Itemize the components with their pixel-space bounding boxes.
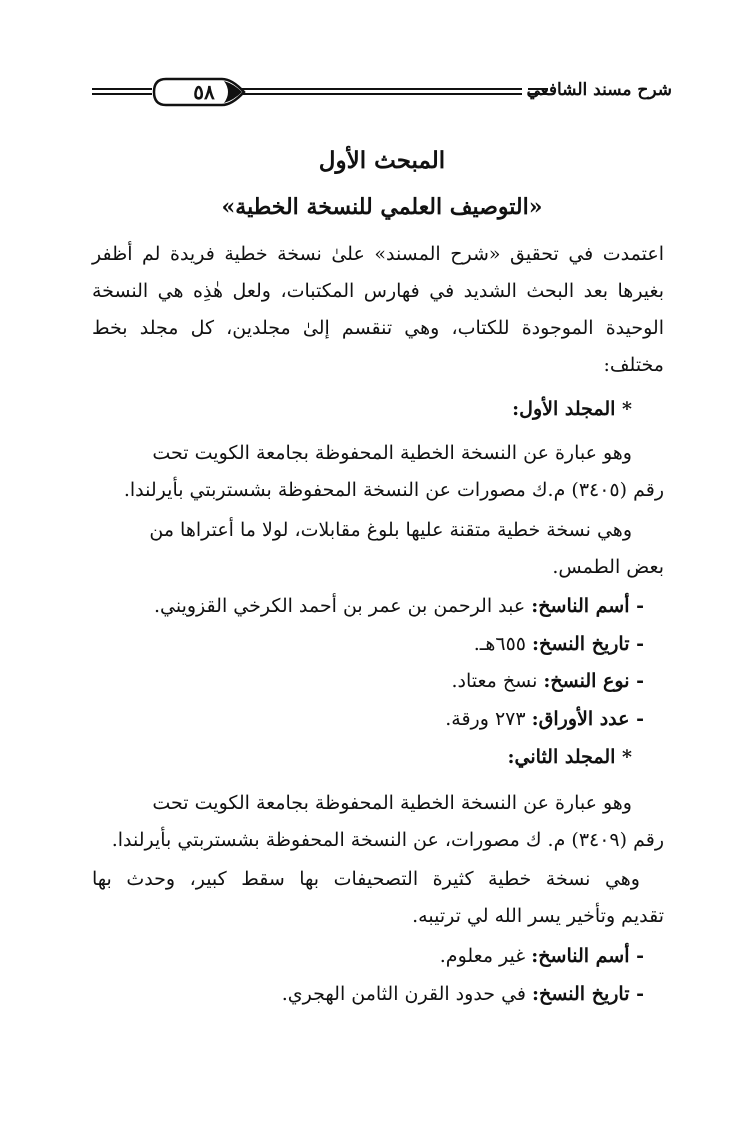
text-line: وهو عبارة عن النسخة الخطية المحفوظة بجامعة الكويت تحت xyxy=(152,442,632,464)
text-line: وهي نسخة خطية كثيرة التصحيفات بها سقط كبير، وحدث بها xyxy=(92,868,640,890)
text-line: رقم (٣٤٠٥) م.ك مصورات عن النسخة المحفوظة بشستربتي بأيرلندا. xyxy=(123,479,664,501)
text-line: الوحيدة الموجودة للكتاب، وهي تنقسم إلىٰ مجلدين، كل مجلد بخط xyxy=(92,317,664,339)
book-title: شرح مسند الشافعي xyxy=(526,80,672,100)
text-line: مختلف: xyxy=(603,354,664,376)
detail-value: غير معلوم. xyxy=(439,945,532,967)
header-double-rule-ornament xyxy=(528,88,548,95)
detail-folio-count xyxy=(445,706,644,732)
header-double-rule xyxy=(234,88,522,95)
detail-copyist xyxy=(154,593,644,619)
detail-copy-date xyxy=(282,981,644,1007)
detail-value: نسخ معتاد. xyxy=(451,670,544,692)
detail-copyist xyxy=(440,943,644,969)
text-line: وهي نسخة خطية متقنة عليها بلوغ مقابلات، لولا ما أعتراها من xyxy=(149,519,632,541)
volume-heading: * المجلد الثاني: xyxy=(507,746,632,768)
text-line: اعتمدت في تحقيق «شرح المسند» علىٰ نسخة خطية فريدة لم أظفر xyxy=(92,243,664,265)
header-double-rule-end xyxy=(92,88,152,95)
detail-label: - تاريخ النسخ: xyxy=(532,983,644,1005)
detail-script-type xyxy=(451,668,644,694)
detail-value: ٢٧٣ ورقة. xyxy=(445,708,532,730)
detail-value: عبد الرحمن بن عمر بن أحمد الكرخي القزويني. xyxy=(153,595,532,617)
detail-label: - تاريخ النسخ: xyxy=(532,633,644,655)
detail-label: - أسم الناسخ: xyxy=(531,595,644,617)
detail-value: ٦٥٥هـ. xyxy=(473,633,533,655)
section-title: المبحث الأول xyxy=(318,147,446,174)
section-subtitle: «التوصيف العلمي للنسخة الخطية» xyxy=(221,194,543,220)
volume-heading: * المجلد الأول: xyxy=(512,398,632,420)
detail-label: - نوع النسخ: xyxy=(543,670,644,692)
detail-label: - عدد الأوراق: xyxy=(531,708,644,730)
text-line: تقديم وتأخير يسر الله لي ترتيبه. xyxy=(412,905,664,927)
running-header xyxy=(92,76,672,108)
detail-copy-date xyxy=(474,631,644,657)
text-line: بغيرها بعد البحث الشديد في فهارس المكتبات، ولعل هٰذِه هي النسخة xyxy=(92,280,664,302)
text-line: رقم (٣٤٠٩) م. ك مصورات، عن النسخة المحفوظة بشستربتي بأيرلندا. xyxy=(111,829,664,851)
page-number: ٥٨ xyxy=(193,80,215,104)
text-line: بعض الطمس. xyxy=(552,556,664,578)
detail-value: في حدود القرن الثامن الهجري. xyxy=(281,983,533,1005)
text-line: وهو عبارة عن النسخة الخطية المحفوظة بجامعة الكويت تحت xyxy=(152,792,632,814)
page-number-tab xyxy=(150,76,246,108)
detail-label: - أسم الناسخ: xyxy=(531,945,644,967)
